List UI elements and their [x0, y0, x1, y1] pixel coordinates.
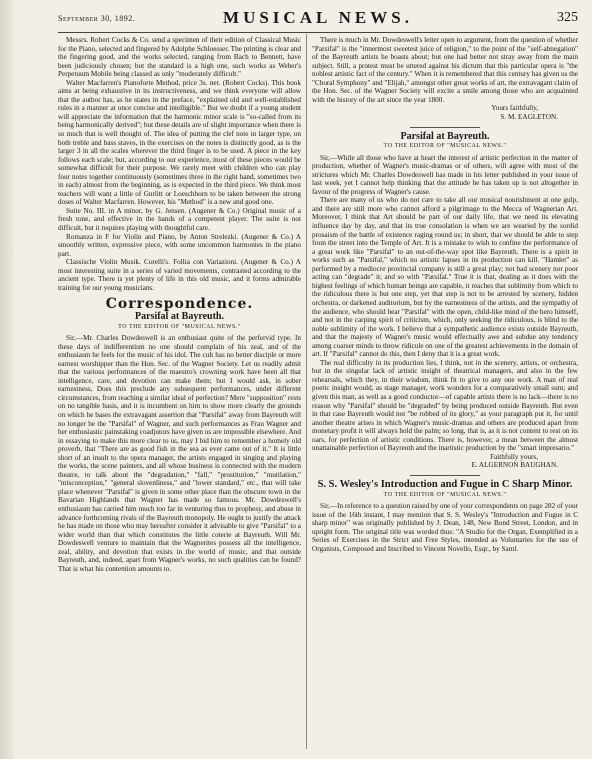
right-column: [312, 36, 578, 553]
review-corelli-follia: Classische Violin Musik. Corelli's. Follia con Variazioni. (Augener & Co.) A most interesting suite in a series of varied movements, contrasted according to the ancient type. There is yet plenty of life in this old music, and it forms admirable training for our young musicians.: [58, 258, 301, 292]
review-cocks-classical: Messrs. Robert Cocks & Co. send a specimen of their edition of Classical Music for the Piano, selected and fingered by Adolphe Schloesser. The printing is clear and the fingering good, and the works selected, ranging from Bach to Bennett, have been judiciously chosen; but the standard is a high one, such works as Weber's Perpetuum Mobile being classed as only "moderately difficult.": [58, 36, 301, 79]
page-number: 325: [557, 10, 578, 25]
section-rule: [410, 127, 480, 128]
review-jensen-suite: Suite No. III. in A minor, by G. Jensen. (Augener & Co.) Original music of a fresh tone, and effective in the hands of a competent player. The suite is not difficult, but it requires playing with thoughtful care.: [58, 206, 301, 233]
masthead-title: MUSICAL NEWS.: [223, 8, 413, 27]
letter-body: Sir,—In reference to a question raised by one of your correspondents on page 282 of your issue of the 16th instant, I may mention that S. S. Wesley's "Introduction and Fugue in C sharp minor" was originally published by J. Dean, 148, New Bond Street, London, and in upright form. The original title was worded thus: "A Studio for the Organ, Exemplified in a Series of Exercises in the Strict and Free Styles, intended as Voluntaries for the use of Organists, Composed and Inscribed to Vincent Novello, Esqr., by Saml.: [312, 502, 578, 553]
issue-date: September 30, 1892.: [58, 14, 136, 23]
wesley-heading: S. S. Wesley's Introduction and Fugue in C Sharp Minor.: [317, 478, 573, 490]
letter-heading: Parsifal at Bayreuth.: [135, 310, 224, 322]
signature-baughan: E. ALGERNON BAUGHAN.: [471, 461, 558, 470]
letter-heading: Parsifal at Bayreuth.: [400, 130, 490, 142]
letter-addressee: TO THE EDITOR OF "MUSICAL NEWS.": [383, 491, 507, 498]
column-divider: [306, 34, 307, 749]
letter-continuation: There is much in Mr. Dowdeswell's letter open to argument, from the question of whether "Parsifal" is the "innermost sweetest juice of religion," to the point of the "self-abnegation" of the Bayreuth artists he boasts about; but one had better not stray away from the main subject. Still, a protest must be uttered against his dictum that this particular opera is "the noblest artistic fact of the century." When it is remembered that this century has given us the "Choral Symphony" and "Elijah," amongst other great works of art, the extravagant claim of the Hon. Sec. of the Wagner Society will excite a smile among those who are acquainted with the history of the art since the year 1800.: [312, 36, 578, 104]
signature-eagleton: S. M. EAGLETON.: [500, 112, 558, 121]
letter-addressee: TO THE EDITOR OF "MUSICAL NEWS.": [118, 323, 241, 330]
letter-body: There are many of us who do not care to take all our musical nourishment at one gulp, and there are still more who cannot afford a pilgrimage to the Mecca of Wagnerian Art. Moreover, I think that Art should be part of our daily life, that we need its elevating influence day by day, and that its true consolation is when we are wearied by the sordid prosaism of the battle of existence raging round us; in short, that we should be able to step from the street into the Temple of Art. It is a mistake to wish to confine the performance of a great work like "Parsifal" to an out-of-the-way spot like Bayreuth. There is a spirit in works such as "Parsifal," which no artistic lapses in its production can kill. "Hamlet" as performed by a mediocre provincial company is still a great play; not bad scenery nor poor acting can "degrade" it; and so with "Parsifal." True it is that, dealing as it does with the highest feelings of which human beings are capable, it reaches that sublimity from which to the ridiculous there is but one step, yet that step is not to be arrested by scenery, hidden orchestra, or darkened auditorium, but by the earnestness of the artists, and the sympathy of the audience, who should hear "Parsifal" with the open, child-like mind of the hero himself, and not in the carping spirit of criticism, which, only seeking the ridiculous, is blind to the noble sublimity of the work. I believe that a sympathetic audience exists outside Bayreuth, and that the majesty of Wagner's music would effectually awe and subdue any tendency among coarser minds to throw ridicule on one of the greatest achievements in the domain of art. If "Parsifal" cannot do this, then I deny that it is a great work.: [312, 196, 578, 359]
review-strelezki-romanza: Romanza in F for Violin and Piano, by Anton Strelezki. (Augener & Co.) A smoothly written, expressive piece, with some uncommon harmonies in the piano part.: [58, 232, 301, 258]
letter-body: Sir,—While all those who have at heart the interest of artistic perfection in the matter of production, whether of Wagner's music-dramas or of others, will agree with most of the strictures which Mr. Charles Dowdeswell has made in his letter published in your issue of last week, yet I cannot help thinking that the attitude he has taken up is not altogether in favour of the progress of Wagner's cause.: [312, 153, 578, 196]
review-macfarren-method: Walter Macfarren's Pianoforte Method, price 3s. net. (Robert Cocks). This book aims at being exhaustive in its instructiveness, and we think everyone will allow that the author has, as he states in the preface, "explained old and well-established rules in a manner at once concise and intelligible." But we doubt if a young student will appreciate the information that the harmonic minor scale is "so-called from its being harmonically derived"; but these details are of slight importance when there is so much that is well thought of. The idea of putting the clef note in larger type, on both treble and bass staves, in the exercises on the notes is distinctly good, as is the larger 3 in all the scales wherever the third finger is to be used. A piece in the key follows each scale; but, according to our experience, most of these pieces would be somewhat difficult for their purpose. We rarely meet with children who can play four notes together continuously (sometimes three in the right hand, sometimes two in each) almost from the beginning, as is expected in the third piece. We think most teachers will want a little of Gurlitt or Loeschhorn to be taken between the strong doses of Walter Macfarren. However, his "Method" is a new and good one.: [58, 78, 301, 207]
page-header: [58, 8, 578, 33]
letter-body: Sir,—Mr. Charles Dowdeswell is an enthusiast quite of the perfervid type. In these days of indifferentism no one should complain of his zeal, and of the enthusiasm he feels for the music of his idol. The cult has no better disciple or more earnest worshipper than the Hon. Sec. of the Wagner Society. Let us readily admit that the various performances of the maestro's crowning work have been all that intelligence, care, and devotion can make them; but I would ask, in sober earnestness, Does this preclude any subsequent performances, under different circumstances, from reaching a similar ideal of perfection? Mere "supposition" rests on no tangible basis, and it is incumbent on him to show more clearly the grounds on which he bases the extravagant assertion that "Parsifal" away from Bayreuth will no longer be the "Parsifal" of Wagner, and such performances as Frau Wagner and her enthusiastic painstaking coadjutors have given us are impossible elsewhere. And in essaying to make this more clear to us, may I bid him to remember a homely old proverb, that "There are as good fish in the sea as ever came out of it." It is little short of an insult to the opera manager, the artists engaged in singing and playing the works, the scene painters, and all whose business is connected with the modern theatre, to talk about the "degradation," "fall," "prostitution," "mutilation," "misconception," "general slovenliness," and "lower standard," etc., that will take place whenever "Parsifal" is given in some other place than the obscure town in the Bavarian Highlands that Wagner has made so famous. Mr. Dowdeswell's enthusiasm has carried him much too far in venturing thus to prophesy, and abuse in advance forthcoming rivals of the Bayreuth monopoly. He ought to justify the attack he has made on those who may hereafter consider it advisable to give "Parsifal" to a wider world than that which constitutes the little coterie at Bayreuth. Will Mr. Dowdeswell venture to maintain that the Wagnerites possess all the intelligence, zeal, ability, and devotion that exists in the world of music, and that outside Bayreuth, and, indeed, apart from Wagner's works, no such qualities can be found? That is what his contention amounts to.: [58, 334, 301, 573]
signoff: Faithfully yours,: [490, 452, 538, 461]
correspondence-heading: Correspondence.: [105, 296, 254, 313]
signoff: Yours faithfully,: [491, 104, 538, 113]
left-column: [58, 36, 301, 573]
letter-addressee: TO THE EDITOR OF "MUSICAL NEWS.": [383, 143, 507, 150]
binding-gutter: [0, 0, 14, 759]
letter-body: The real difficulty in its production lies, I think, not in the scenery, artists, or orchestra, but in the singular lack of artistic insight of theatrical managers, and also in the few rehearsals, which they, in their wisdom, think fit to give to any one work. A man of real poetic insight would, as stage manager, work wonders for a comparatively small sum; and given this man, as well as a good conductor—of capable artists there is no lack—there is no reason why "Parsifal" should be "degraded" by being produced outside Bayreuth. But even in that case Bayreuth would not "be robbed of its glory," as your paragraph put it, for until another theatre arises in which Wagner's music-dramas and others are produced apart from monetary profit it will always hold the palm; so long, that is, as it is not content to rest on its oars, for perfection of artistic conditions. There is, however, a mean between the almost unattainable perfection of Bayreuth and the inartistic production by the "smart impresario.": [312, 358, 578, 453]
section-rule: [410, 475, 480, 476]
